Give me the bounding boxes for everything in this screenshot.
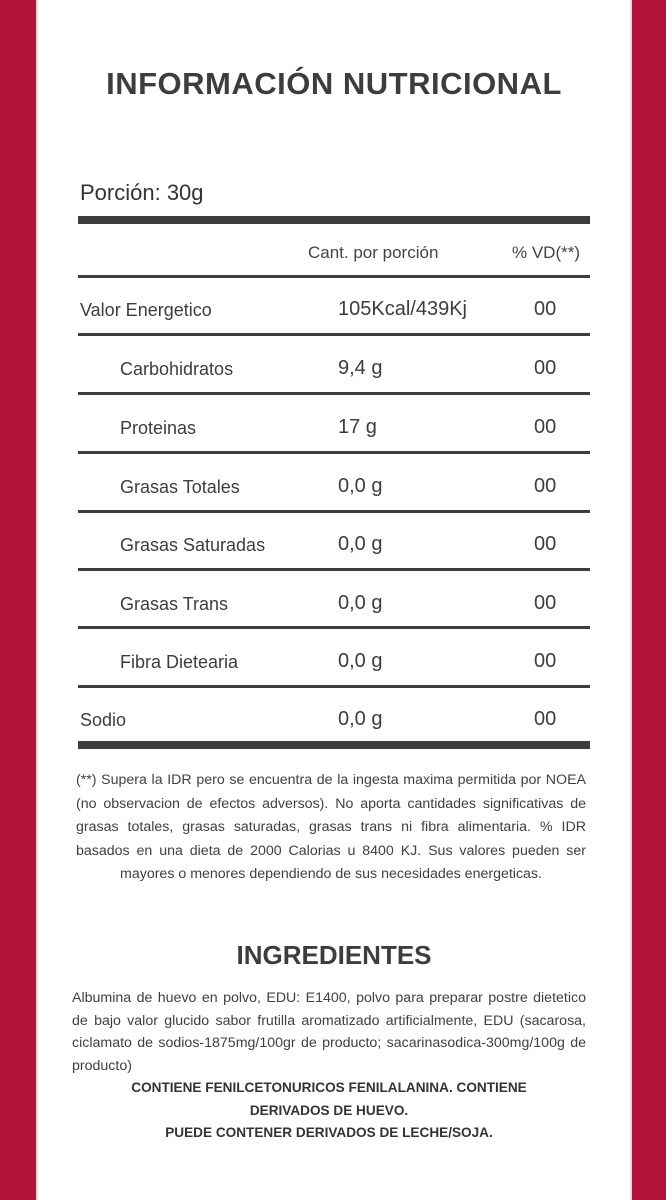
nutrient-amount: 0,0 g — [338, 533, 383, 555]
nutrient-amount: 0,0 g — [338, 592, 383, 614]
nutrient-name: Fibra Dietearia — [120, 652, 239, 672]
nutrient-amount: 0,0 g — [338, 475, 383, 497]
divider — [78, 392, 590, 395]
nutrient-name: Grasas Trans — [120, 594, 229, 614]
divider — [78, 333, 590, 336]
portion-size: Porción: 30g — [80, 180, 204, 205]
nutrient-vd: 00 — [534, 650, 557, 672]
nutrient-name: Proteinas — [120, 418, 197, 438]
header-amount: Cant. por porción — [308, 243, 439, 262]
allergen-line: PUEDE CONTENER DERIVADOS DE LECHE/SOJA. — [165, 1125, 493, 1140]
nutrient-name: Carbohidratos — [120, 359, 234, 379]
nutrient-name: Valor Energetico — [80, 300, 212, 320]
nutrient-name: Sodio — [80, 710, 127, 730]
nutrient-vd: 00 — [534, 416, 557, 438]
nutrition-label — [36, 0, 632, 1200]
nutrient-amount: 0,0 g — [338, 650, 383, 672]
nutrient-amount: 9,4 g — [338, 357, 383, 379]
table-row — [38, 584, 634, 624]
nutrient-amount: 17 g — [338, 416, 377, 438]
divider — [78, 216, 590, 224]
nutrient-vd: 00 — [534, 592, 557, 614]
table-row — [38, 467, 634, 507]
allergen-warning — [72, 1077, 586, 1145]
ingredients-title: INGREDIENTES — [236, 940, 432, 970]
nutrient-amount: 0,0 g — [338, 708, 383, 730]
table-row — [38, 290, 634, 330]
nutrient-amount: 105Kcal/439Kj — [338, 298, 467, 320]
table-row — [38, 408, 634, 448]
nutrient-vd: 00 — [534, 533, 557, 555]
nutrient-name: Grasas Totales — [120, 477, 240, 497]
ingredients-text: Albumina de huevo en polvo, EDU: E1400, polvo para preparar postre dietetico de bajo valor glucido sabor frutilla aromatizado artificialmente, EDU (sacarosa, ciclamato de sodios-1875mg/100gr de producto; sacarinasodica-300mg/100g de producto) — [72, 990, 586, 1074]
label-title: INFORMACIÓN NUTRICIONAL — [106, 66, 562, 101]
divider — [78, 626, 590, 629]
footnote: (**) Supera la IDR pero se encuentra de la ingesta maxima permitida por NOEA (no observacion de efectos adversos). No aporta cantidades significativas de grasas totales, grasas saturadas, grasas trans ni fibra alimentaria. % IDR basados en una dieta de 2000 Calorias u 8400 KJ. Sus valores pueden ser mayores o menores dependiendo de sus necesidades energeticas. — [76, 772, 586, 883]
table-row — [38, 349, 634, 389]
table-row — [38, 525, 634, 565]
divider — [78, 510, 590, 513]
nutrient-vd: 00 — [534, 708, 557, 730]
divider — [78, 568, 590, 571]
divider — [78, 685, 590, 688]
allergen-line: CONTIENE FENILCETONURICOS FENILALANINA. CONTIENE — [131, 1080, 527, 1095]
divider — [78, 451, 590, 454]
header-vd: % VD(**) — [512, 243, 581, 262]
nutrient-vd: 00 — [534, 475, 557, 497]
nutrient-vd: 00 — [534, 298, 557, 320]
divider — [78, 741, 590, 749]
table-row — [38, 642, 634, 682]
table-row — [38, 700, 634, 740]
allergen-line: DERIVADOS DE HUEVO. — [249, 1102, 409, 1118]
divider — [78, 275, 590, 278]
nutrient-vd: 00 — [534, 357, 557, 379]
nutrient-name: Grasas Saturadas — [120, 535, 266, 555]
